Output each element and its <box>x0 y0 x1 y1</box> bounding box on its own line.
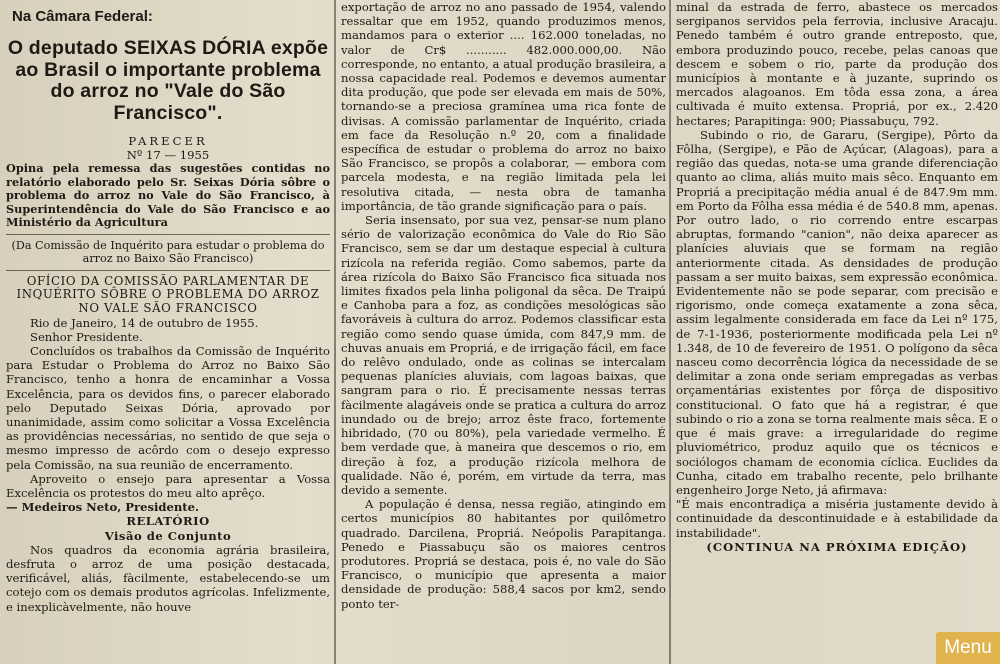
divider <box>6 270 330 271</box>
quotation: "É mais encontradiça a miséria justamente devido à continuidade da descontinuidade e à estabilidade da instabilidade". <box>676 497 998 540</box>
oficio-title: OFÍCIO DA COMISSÃO PARLAMENTAR DE INQUÉRITO SÔBRE O PROBLEMA DO ARROZ NO VALE SÃO FRANCISCO <box>16 273 320 315</box>
column-rule <box>334 0 336 664</box>
menu-button[interactable]: Menu <box>936 632 1000 664</box>
signature: — Medeiros Neto, Presidente. <box>6 500 200 515</box>
column-1 <box>6 0 330 664</box>
column-3 <box>676 0 998 664</box>
column-2 <box>341 0 666 664</box>
letter-salutation: Senhor Presidente. <box>30 329 143 344</box>
report-title: RELATÓRIO <box>126 514 210 529</box>
body-paragraph: minal da estrada de ferro, abastece os mercados sergipanos servidos pela ferrovia, inclusive Aracaju. Penedo também é outro grande entreposto, que, embora produzindo pouco, recebe, pelas canoas que descem e sobem o rio, parte da produção dos municípios à montante e à juzante, suprindo os mercados alagoanos. Em tôda essa zona, a área cultivada é muito extensa. Propriá, por ex., 2.420 hectares; Parapitinga: 900; Piassabuçu, 792. <box>676 0 998 128</box>
headline: O deputado SEIXAS DÓRIA expõe ao Brasil o importante problema do arroz no "Vale do São Francisco". <box>7 37 329 124</box>
letter-paragraph: Concluídos os trabalhos da Comissão de Inquérito para Estudar o Problema do Arroz no Baixo São Francisco, tenho a honra de encaminhar a Vossa Excelência, para os devidos fins, o parecer elaborado pelo Deputado Seixas Dória, aprovado por unanimidade, assim como solicitar a Vossa Excelência as providências necessárias, no sentido de que seja o mesmo impresso de acôrdo com o desejo expresso pela Comissão, na sua reunião de encerramento. <box>6 343 330 472</box>
parecer-label: PARECER <box>128 134 208 148</box>
lead-summary: Opina pela remessa das sugestões contidas no relatório elaborado pelo Sr. Seixas Dória sôbre o problema do arroz no Vale do São Francisco, à Superintendência do Vale do São Francisco e ao Ministério da Agricultura <box>6 161 330 230</box>
body-paragraph: Subindo o rio, de Gararu, (Sergipe), Pôrto da Fôlha, (Sergipe), e Pão de Açúcar, (Alagoas), para a região das quedas, nota-se uma grande diferenciação quanto ao clima, aliás muito mais sêco. Enquanto em Propriá a precipitação média anual é de 847.9m mm. em Porto da Fôlha essa média é de 540.8 mm, apenas. Por outro lado, o rio correndo entre escarpas abruptas, formando "canion", não deixa aparecer as planícies aluviais que se formam na região anteriormente citada. As densidades de produção passam a ser muito baixas, sem expressão econômica. Evidentemente não se pode separar, com precisão e rigorismo, onde começa exatamente a zona sêca, assim legalmente considerada em face da Lei nº 175, de 7-1-1936, posteriormente modificada pela Lei nº 1.348, de 10 de fevereiro de 1951. O polígono da sêca nasceu como decorrência lógica da necessidade de se delimitar a zona onde seriam empregadas as verbas orçamentárias existentes por fôrça de dispositivo constitucional. O fato que há a registrar, é que subindo o rio a zona se torna realmente mais sêca. E o que é mais grave: a irregularidade do regime pluviométrico, produz aquilo que os técnicos e sociólogos chamam de economia cíclica. Euclides da Cunha, citado em trabalho recente, pelo brilhante engenheiro Jorge Neto, já afirmava: <box>676 127 998 497</box>
body-paragraph: Seria insensato, por sua vez, pensar-se num plano sério de valorização econômica do Vale do Rio São Francisco, sem se dar um destaque especial à cultura rizícola na referida região. Como sabemos, parte da área rizícola do Baixo São Francisco fica situada nos limites fixados pela linha poligonal da sêca. De Traipú e Canhoba para a foz, as condições mesológicas são favoráveis à cultura do arroz. Podemos classificar esta região como sendo quase úmida, com 847,9 mm. de chuvas anuais em Propriá, e de irrigação fácil, em face do relêvo ondulado, onde as colinas se intercalam pequenas planícies aluviais, com lagoas baixas, que sangram para o rio. É precisamente nessas terras fàcilmente alagáveis onde se pratica a cultura do arroz inundado ou de brejo; arroz êste fraco, fortemente hibridado, (70 ou 80%), pela variedade vermelho. É bem verdade que, à maneira que descemos o rio, em direção à foz, a produção rizícola melhora de qualidade. Não é, porém, em virtude da terra, mas devido a semente. <box>341 213 666 497</box>
kicker: Na Câmara Federal: <box>12 8 153 25</box>
commission-note: (Da Comissão de Inquérito para estudar o problema do arroz no Baixo São Francisco) <box>11 238 325 266</box>
report-paragraph: Nos quadros da economia agrária brasileira, desfruta o arroz de uma posição destacada, verificável, aliás, fàcilmente, estabelecendo-se um cotejo com os demais produtos agrícolas. Infelizmente, e inexplicàvelmente, não houve <box>6 542 330 614</box>
body-paragraph: A população é densa, nessa região, atingindo em certos municípios 80 habitantes por quilômetro quadrado. Darcilena, Propriá. Neópolis Parapitanga. Penedo e Piassabuçu são os maiores centros produtores. Propriá se destaca, pois é, no vale do São Francisco, o município que apresenta a maior densidade de produção: 588,4 sacos por km2, sendo ponto ter- <box>341 497 666 611</box>
column-rule <box>669 0 671 664</box>
continued-notice: (CONTINUA NA PRÓXIMA EDIÇÃO) <box>706 539 968 554</box>
body-paragraph: exportação de arroz no ano passado de 1954, valendo ressaltar que em 1952, quando produzimos menos, mandamos para o exterior .... 162.000 toneladas, no valor de Cr$ ........... 482.000.000,00. Não corresponde, no entanto, a atual produção brasileira, a nossa capacidade real. Podemos e devemos aumentar dita produção, que pode ser elevada em mais de 50%, tornando-se a preciosa gramínea uma rica fonte de divisas. A comissão parlamentar de Inquérito, criada em face da Resolução n.º 20, com a finalidade específica de estudar o problema do arroz no baixo São Francisco, se propôs a colaborar, — embora com parcela modesta, e na região limitada pela lei resolutiva citada, — nesta obra de tamanha importância, de tão grande significação para o país. <box>341 0 666 213</box>
parecer-number: Nº 17 — 1955 <box>126 148 210 163</box>
letter-closing: Aproveito o ensejo para apresentar a Vossa Excelência os protestos do meu alto aprêço. <box>6 471 330 500</box>
report-subtitle: Visão de Conjunto <box>104 528 232 543</box>
letter-date: Rio de Janeiro, 14 de outubro de 1955. <box>30 315 259 330</box>
divider <box>6 234 330 235</box>
